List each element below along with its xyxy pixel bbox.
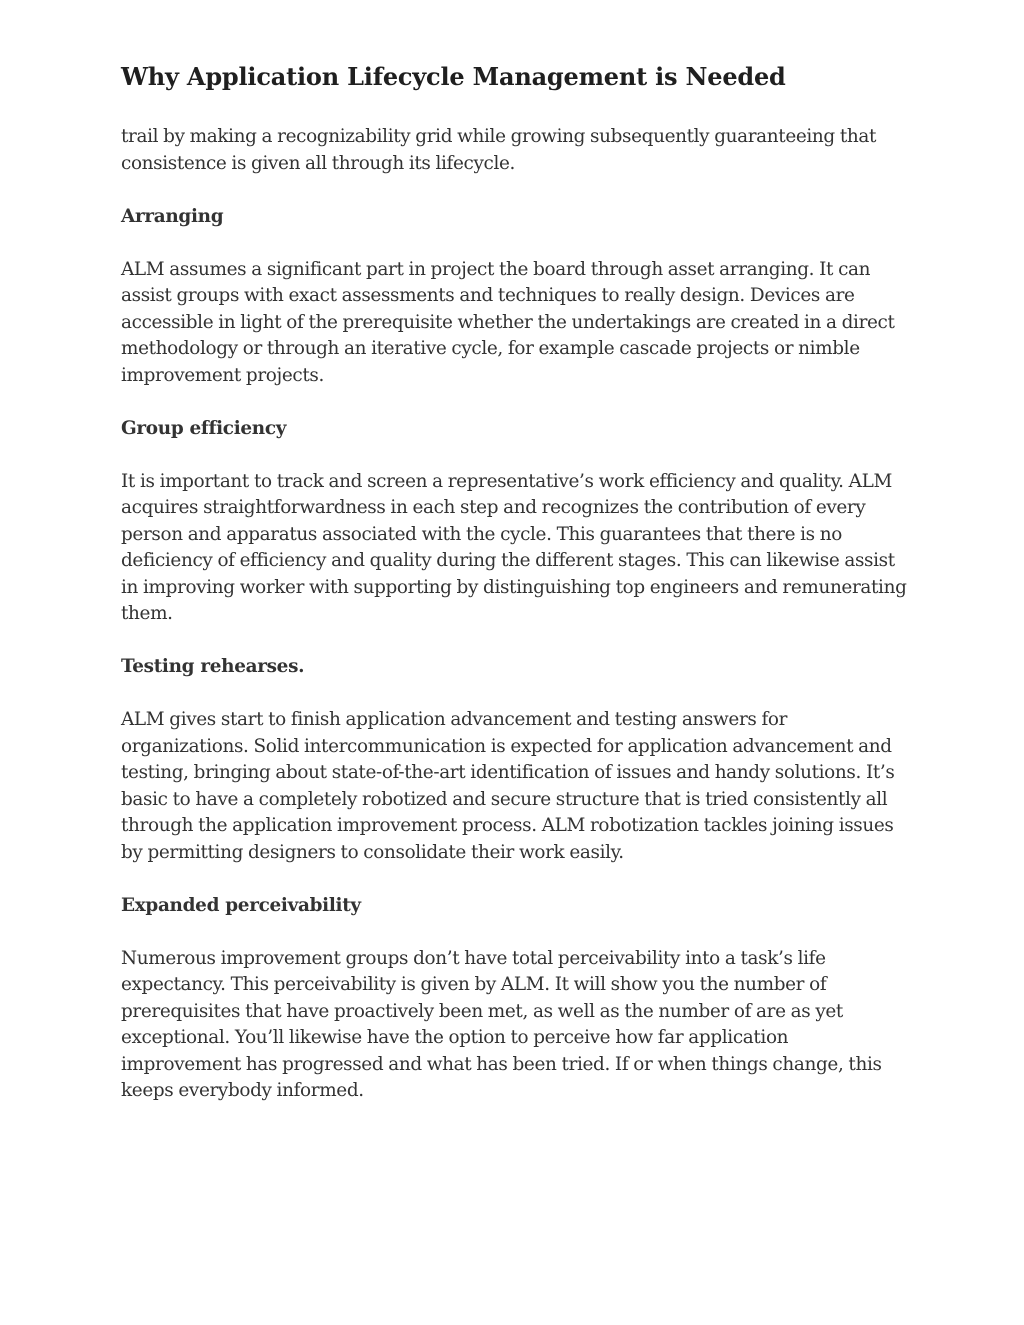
section-heading-group-efficiency: Group efficiency <box>121 417 287 439</box>
section-body-testing-rehearses: ALM gives start to finish application advancement and testing answers for organizations. Solid intercommunication is expected for application advancement and testing, bringing about state-of-the-art identification of issues and handy solutions. It’s basic to have a completely robotized and secure structure that is tried consistently all through the application improvement process. ALM robotization tackles joining issues by permitting designers to consolidate their work easily. <box>121 709 895 863</box>
section-heading-testing-rehearses: Testing rehearses. <box>121 656 305 677</box>
section-heading-arranging: Arranging <box>121 205 224 227</box>
section-body-expanded-perceivability: Numerous improvement groups don’t have total perceivability into a task’s life expectancy. This perceivability is given by ALM. It will show you the number of prerequisites that have proactively been met, as well as the number of are as yet exceptional. You’ll likewise have the option to perceive how far application improvement has progressed and what has been tried. If or when things change, this keeps everybody informed. <box>121 947 882 1101</box>
intro-paragraph: trail by making a recognizability grid while growing subsequently guaranteeing that consistence is given all through its lifecycle. <box>121 126 877 174</box>
section-body-group-efficiency: It is important to track and screen a representative’s work efficiency and quality. ALM acquires straightforwardness in each step and recognizes the contribution of every person and apparatus associated with the cycle. This guarantees that there is no deficiency of efficiency and quality during the different stages. This can likewise assist in improving worker with supporting by distinguishing top engineers and remunerating them. <box>121 470 907 624</box>
section-body-arranging: ALM assumes a significant part in project the board through asset arranging. It can assist groups with exact assessments and techniques to really design. Devices are accessible in light of the prerequisite whether the undertakings are created in a direct methodology or through an iterative cycle, for example cascade projects or nimble improvement projects. <box>121 258 895 386</box>
section-heading-expanded-perceivability: Expanded perceivability <box>121 894 361 916</box>
document-content <box>121 60 911 1131</box>
page-title: Why Application Lifecycle Management is Needed <box>121 62 786 91</box>
